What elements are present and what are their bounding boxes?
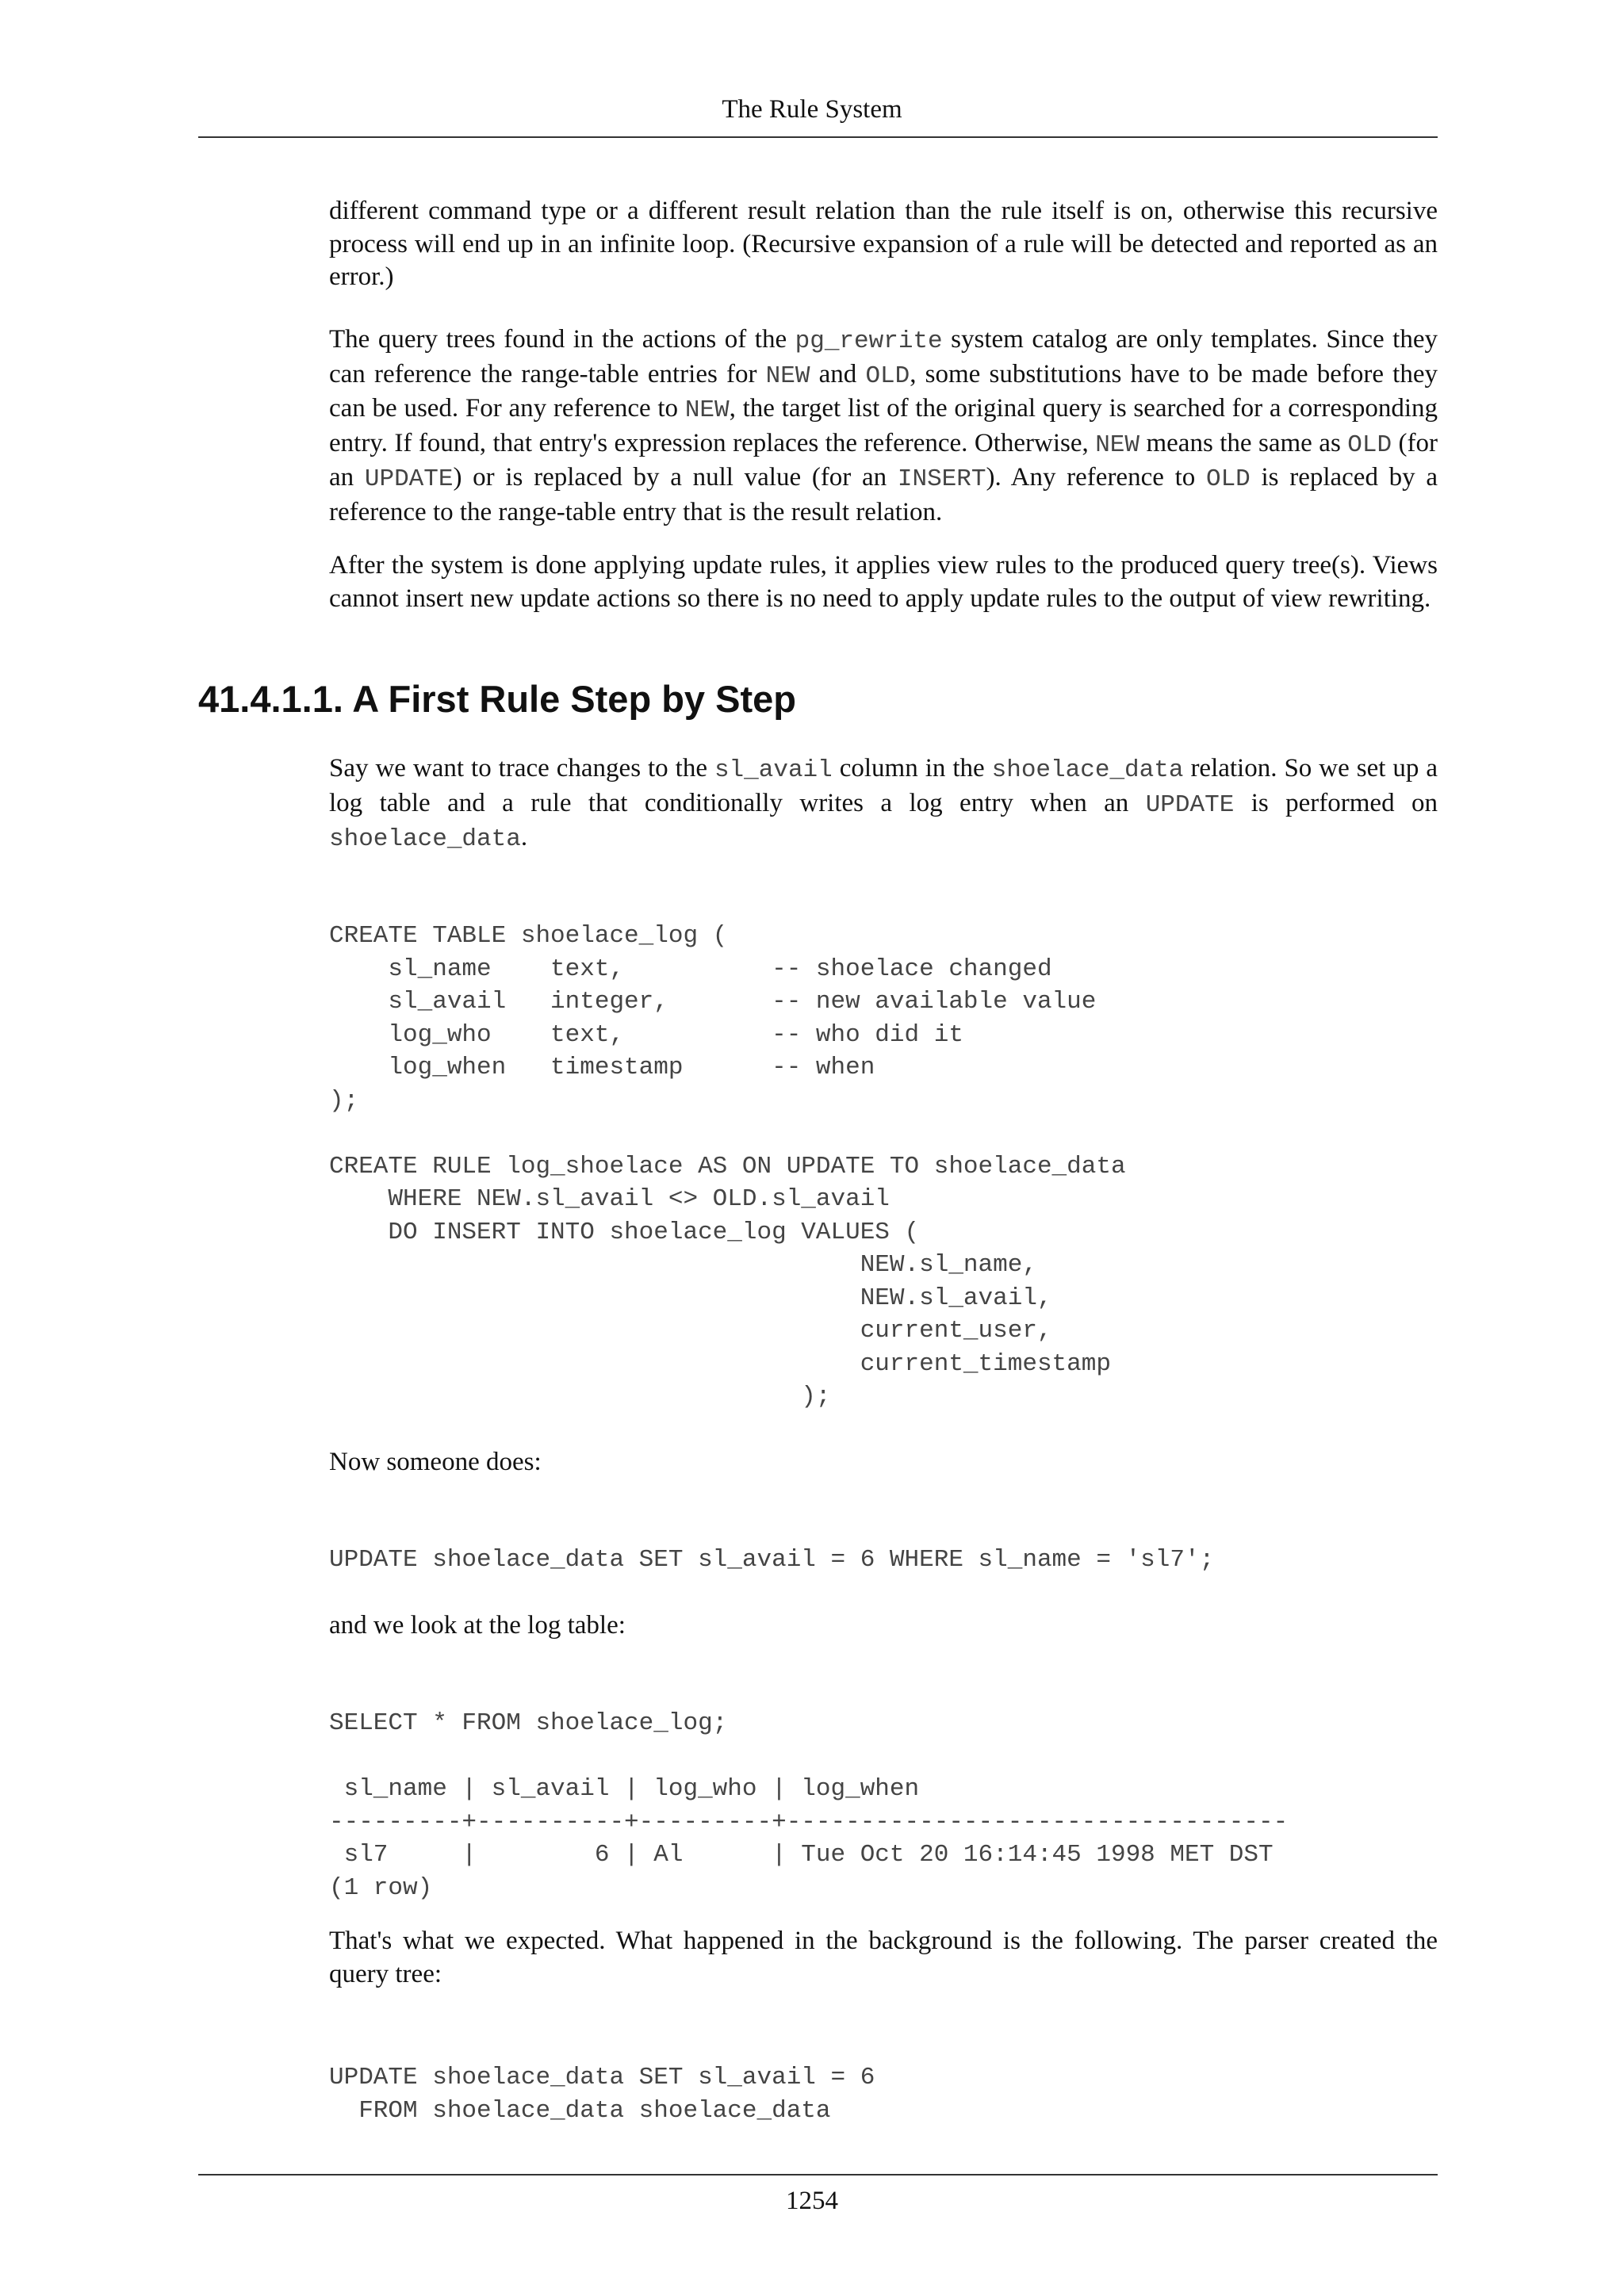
running-header-title: The Rule System <box>722 95 902 124</box>
code-query-tree: UPDATE shoelace_data SET sl_avail = 6 FROM shoelace_data shoelace_data <box>329 2064 875 2125</box>
text-span: system catalog are only templates. Since they can reference the range-table entries for <box>329 325 1438 388</box>
text-span: ). Any reference to <box>986 463 1206 492</box>
inline-code: OLD <box>1205 465 1251 493</box>
page-number: 1254 <box>786 2187 838 2215</box>
text-span: and <box>810 359 866 388</box>
text-span: is performed on <box>1234 788 1438 817</box>
inline-code: NEW <box>1095 430 1140 459</box>
paragraph-log-table: and we look at the log table: <box>329 1611 626 1640</box>
text-span: relation. So we set up a log table and a rule that conditionally writes a log entry when an <box>329 754 1438 817</box>
inline-code: shoelace_data <box>329 825 521 853</box>
code-create-table-and-rule: CREATE TABLE shoelace_log ( sl_name text, -- shoelace changed sl_avail integer, -- new available value log_who text, -- who did it log_when timestamp -- when ); CREATE RULE log_shoelace AS ON UPDATE TO shoelace_data WHERE NEW.sl_avail <> OLD.sl_avail DO INSERT INTO shoelace_log VALUES ( NEW.sl_name, NEW.sl_avail, current_user, current_timestamp ); <box>329 922 1126 1410</box>
text-span: column in the <box>832 754 992 783</box>
paragraph-now-someone: Now someone does: <box>329 1448 542 1476</box>
inline-code: OLD <box>865 362 910 390</box>
inline-code: INSERT <box>897 465 986 493</box>
paragraph-query-trees <box>329 323 1438 529</box>
text-span: is replaced by a reference to the range-table entry that is the result relation. <box>329 463 1438 526</box>
paragraph-trace-changes <box>329 752 1438 856</box>
text-span: , some substitutions have to be made before they can be used. For any reference to <box>329 359 1438 423</box>
footer-rule <box>198 2174 1438 2175</box>
code-update-statement: UPDATE shoelace_data SET sl_avail = 6 WHERE sl_name = 'sl7'; <box>329 1546 1215 1574</box>
inline-code: UPDATE <box>364 465 454 493</box>
text-span: . <box>520 823 528 851</box>
header-rule <box>198 136 1438 138</box>
paragraph-recursion: different command type or a different result relation than the rule itself is on, otherwise this recursive process will end up in an infinite loop. (Recursive expansion of a rule will be detected and reported as an error.) <box>329 197 1438 291</box>
inline-code: NEW <box>765 362 810 390</box>
inline-code: NEW <box>684 396 730 424</box>
text-span: The query trees found in the actions of the <box>329 325 795 354</box>
paragraph-view-rules: After the system is done applying update rules, it applies view rules to the produced query tree(s). Views cannot insert new update actions so there is no need to apply update rules to the output of view rewriting. <box>329 551 1438 613</box>
section-heading: 41.4.1.1. A First Rule Step by Step <box>198 678 796 720</box>
code-select-result: SELECT * FROM shoelace_log; sl_name | sl_avail | log_who | log_when ---------+----------+---------+---------------------------------- sl7 | 6 | Al | Tue Oct 20 16:14:45 1998 MET DST (1 row) <box>329 1709 1289 1902</box>
inline-code: UPDATE <box>1145 790 1235 819</box>
text-span: (for an <box>329 428 1438 492</box>
text-span: means the same as <box>1139 428 1348 457</box>
inline-code: sl_avail <box>714 756 833 784</box>
inline-code: OLD <box>1347 430 1392 459</box>
inline-code: shoelace_data <box>991 756 1184 784</box>
text-span: Say we want to trace changes to the <box>329 754 714 783</box>
paragraph-expected: That's what we expected. What happened in the background is the following. The parser created the query tree: <box>329 1927 1438 1988</box>
text-span: ) or is replaced by a null value (for an <box>453 463 898 492</box>
inline-code: pg_rewrite <box>795 327 943 355</box>
text-span: , the target list of the original query is searched for a corresponding entry. If found, that entry's expression replaces the reference. Otherwise, <box>329 394 1438 457</box>
